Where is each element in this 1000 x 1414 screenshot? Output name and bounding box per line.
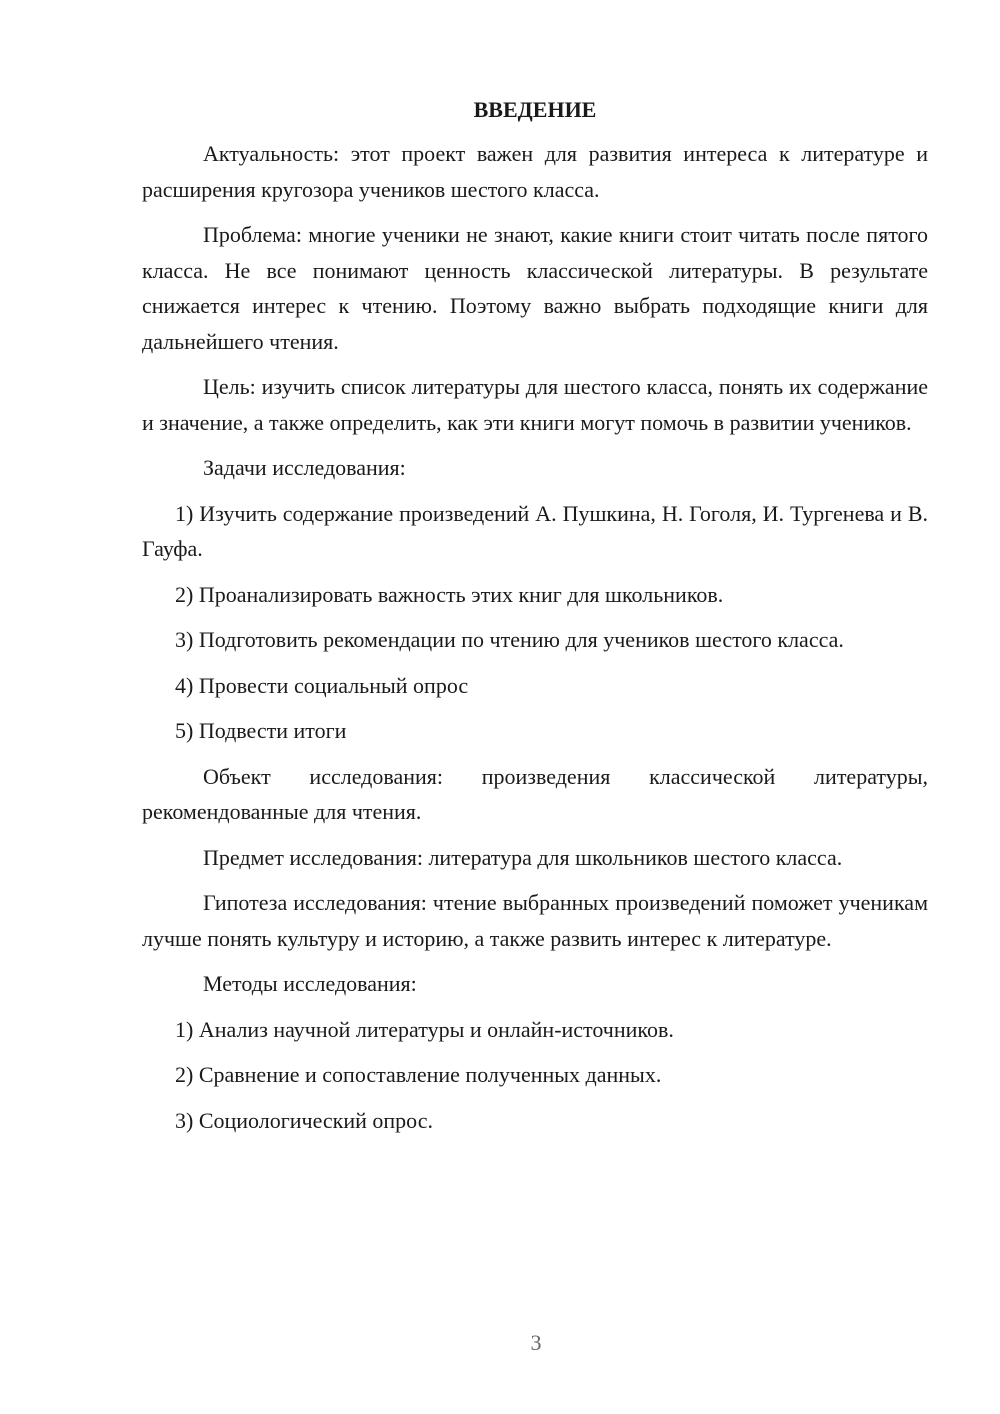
hypothesis-paragraph: Гипотеза исследования: чтение выбранных произведений поможет ученикам лучше понять культуру и историю, а также развить интерес к литературе. [142,890,928,951]
methods-heading: Методы исследования: [203,971,417,996]
goal-paragraph: Цель: изучить список литературы для шестого класса, понять их содержание и значение, а также определить, как эти книги могут помочь в развитии учеников. [142,374,928,435]
method-item: 2) Сравнение и сопоставление полученных данных. [175,1062,662,1087]
section-title: ВВЕДЕНИЕ [473,97,597,122]
task-item: 3) Подготовить рекомендации по чтению для учеников шестого класса. [175,627,844,652]
task-item: 5) Подвести итоги [175,718,347,743]
object-paragraph: Объект исследования: произведения классической литературы, рекомендованные для чтения. [142,763,928,824]
tasks-heading: Задачи исследования: [203,455,406,480]
page-number: 3 [530,1330,542,1355]
relevance-paragraph: Актуальность: этот проект важен для развития интереса к литературе и расширения кругозора учеников шестого класса. [142,141,928,202]
subject-paragraph: Предмет исследования: литература для школьников шестого класса. [203,844,843,870]
task-item: 4) Провести социальный опрос [175,672,469,698]
document-page [142,92,928,1148]
method-item: 1) Анализ научной литературы и онлайн-источников. [175,1016,674,1042]
problem-paragraph: Проблема: многие ученики не знают, какие книги стоит читать после пятого класса. Не все понимают ценность классической литературы. В результате снижается интерес к чтению. Поэтому важно выбрать подходящие книги для дальнейшего чтения. [142,222,928,354]
method-item: 3) Социологический опрос. [175,1107,433,1133]
task-item: 1) Изучить содержание произведений А. Пушкина, Н. Гоголя, И. Тургенева и В. Гауфа. [142,500,928,561]
task-item: 2) Проанализировать важность этих книг для школьников. [175,581,724,607]
